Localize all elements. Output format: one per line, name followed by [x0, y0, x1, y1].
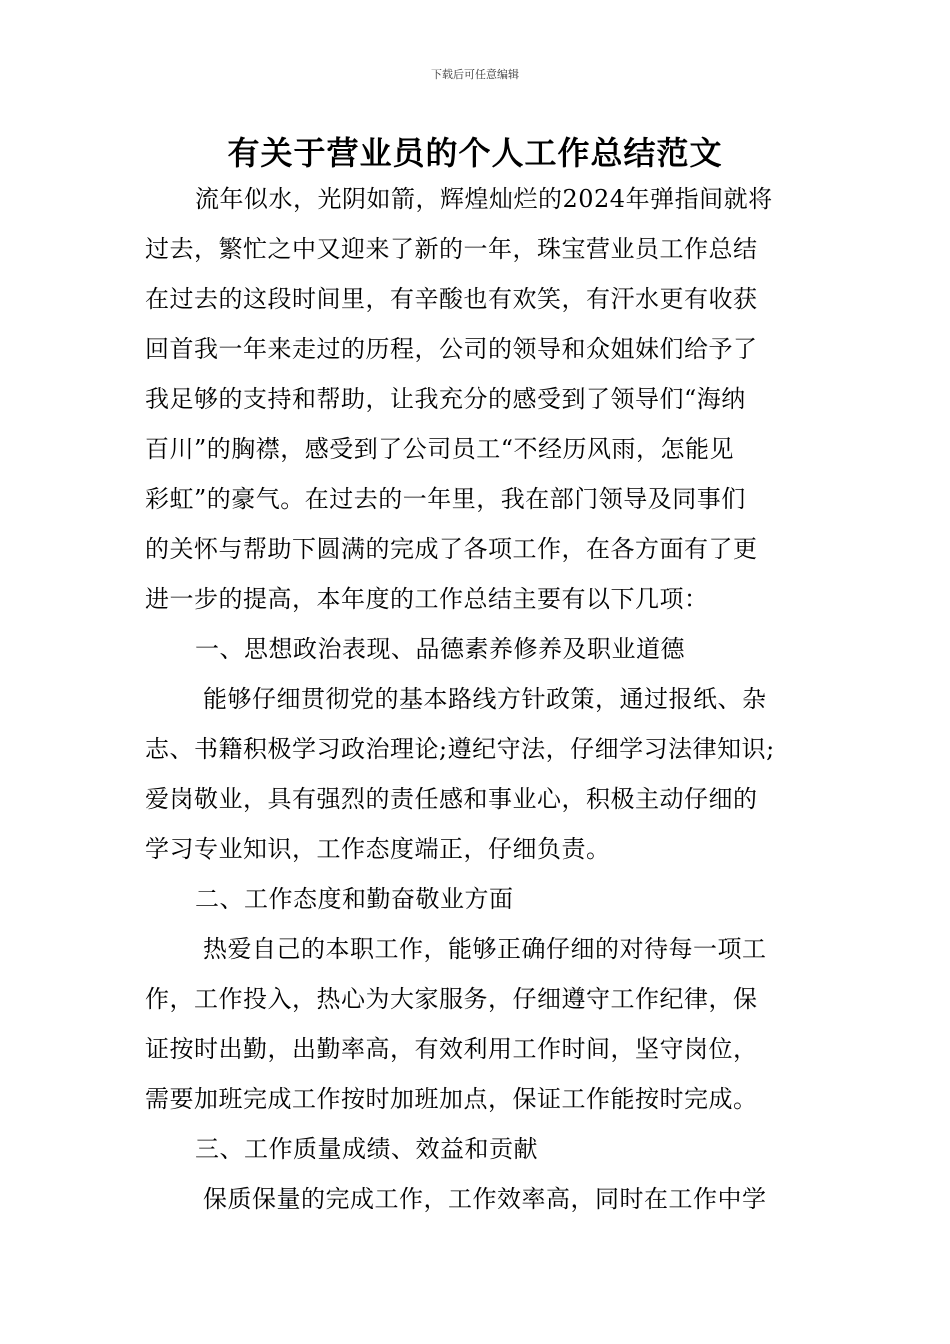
paragraph-line: 志、书籍积极学习政治理论;遵纪守法，仔细学习法律知识; [145, 735, 775, 763]
paragraph-line: 彩虹”的豪气。在过去的一年里，我在部门领导及同事们 [145, 485, 746, 513]
paragraph-line: 学习专业知识，工作态度端正，仔细负责。 [145, 835, 611, 863]
paragraph-line: 能够仔细贯彻党的基本路线方针政策，通过报纸、杂 [203, 685, 767, 713]
paragraph-line: 流年似水，光阴如箭，辉煌灿烂的2024年弹指间就将 [195, 185, 773, 213]
paragraph-line: 需要加班完成工作按时加班加点，保证工作能按时完成。 [145, 1085, 758, 1113]
paragraph-line: 热爱自己的本职工作，能够正确仔细的对待每一项工 [203, 935, 767, 963]
section-heading: 一、思想政治表现、品德素养修养及职业道德 [195, 635, 685, 663]
paragraph-line: 证按时出勤，出勤率高，有效利用工作时间，坚守岗位， [145, 1035, 758, 1063]
paragraph-line: 在过去的这段时间里，有辛酸也有欢笑，有汗水更有收获 [145, 285, 758, 313]
page-title: 有关于营业员的个人工作总结范文 [227, 134, 723, 172]
paragraph-line: 的关怀与帮助下圆满的完成了各项工作，在各方面有了更 [145, 535, 758, 563]
paragraph-line: 我足够的支持和帮助，让我充分的感受到了领导们“海纳 [145, 385, 746, 413]
paragraph-line: 爱岗敬业，具有强烈的责任感和事业心，积极主动仔细的 [145, 785, 758, 813]
paragraph-line: 过去，繁忙之中又迎来了新的一年，珠宝营业员工作总结 [145, 235, 758, 263]
paragraph-line: 进一步的提高，本年度的工作总结主要有以下几项： [145, 585, 709, 613]
paragraph-line: 百川”的胸襟，感受到了公司员工“不经历风雨，怎能见 [145, 435, 735, 463]
section-heading: 三、工作质量成绩、效益和贡献 [195, 1135, 538, 1163]
paragraph-line: 回首我一年来走过的历程，公司的领导和众姐妹们给予了 [145, 335, 758, 363]
document-body [145, 174, 810, 1224]
header-note: 下载后可任意编辑 [431, 68, 519, 81]
paragraph-line: 保质保量的完成工作，工作效率高，同时在工作中学 [203, 1185, 767, 1213]
section-heading: 二、工作态度和勤奋敬业方面 [195, 885, 514, 913]
paragraph-line: 作，工作投入，热心为大家服务，仔细遵守工作纪律，保 [145, 985, 758, 1013]
